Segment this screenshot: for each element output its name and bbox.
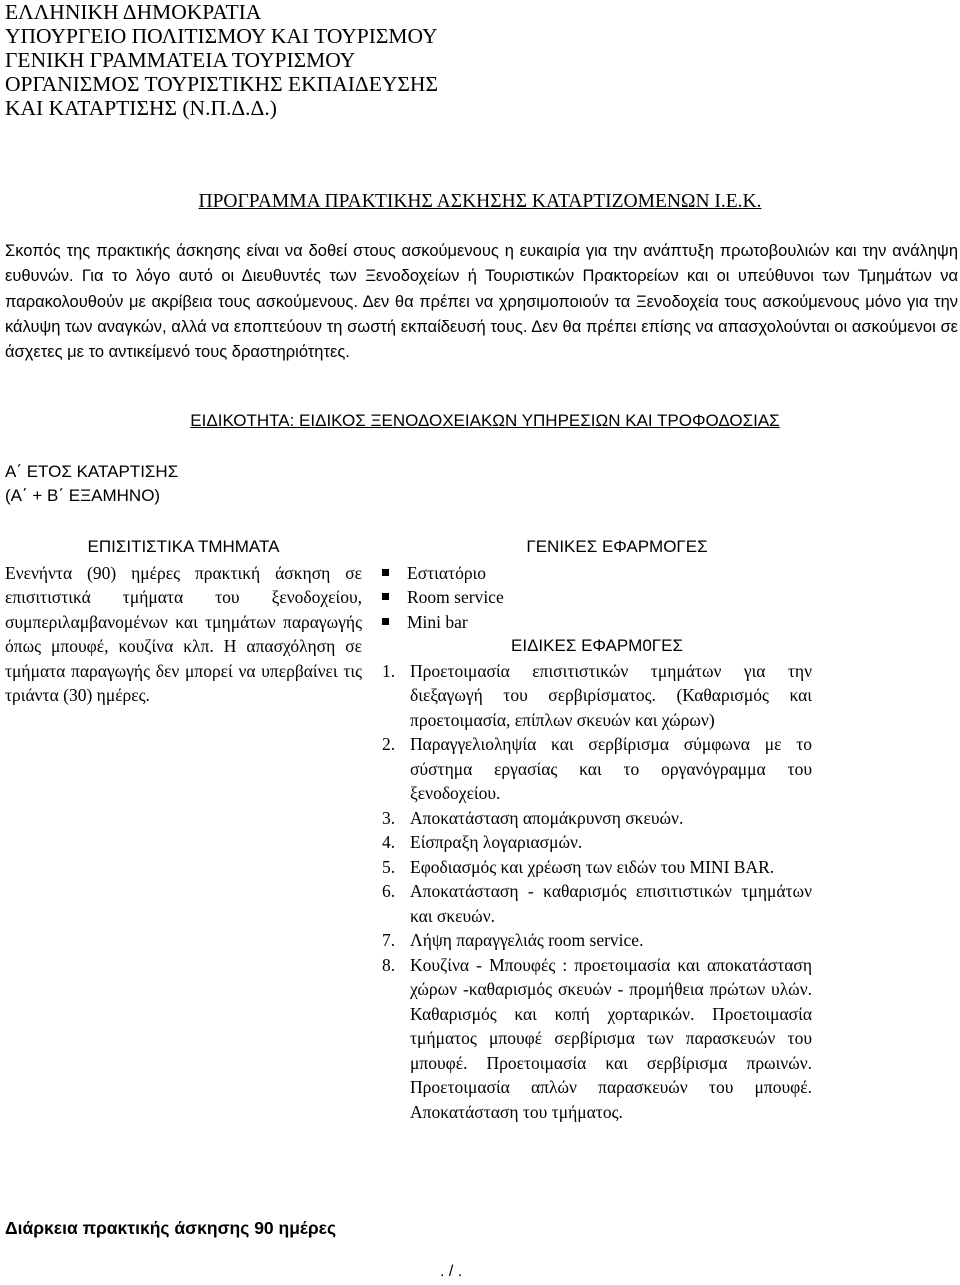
list-item — [382, 830, 812, 855]
item-number: 4. — [382, 832, 396, 852]
training-duration: Διάρκεια πρακτικής άσκησης 90 ημέρες — [5, 1218, 337, 1238]
item-text: Εφοδιασμός και χρέωση των ειδών του MINI BAR. — [410, 856, 775, 877]
item-text: Κουζίνα - Μπουφές : προετοιμασία και αποκατάσταση χώρων -καθαρισμός σκευών - προμήθεια πρώτων υλών. Καθαρισμός και κοπή χορταρικών. Προετοιμασία τμήματος μπουφέ σερβίρισμα των παρασκευών του μπουφέ. Προετοιμασία και σερβίρισμα πρωινών. Προετοιμασία απλών παρασκευών του μπουφέ. Αποκατάσταση του τμήματος. — [410, 954, 812, 1122]
item-number: 6. — [382, 881, 396, 901]
item-number: 7. — [382, 930, 396, 950]
header-line: ΥΠΟΥΡΓΕΙΟ ΠΟΛΙΤΙΣΜΟΥ ΚΑΙ ΤΟΥΡΙΣΜΟΥ — [5, 24, 438, 48]
list-item — [382, 732, 812, 806]
list-item — [382, 806, 812, 831]
column-heading: ΓΕΝΙΚΕΣ ΕΦΑΡΜΟΓΕΣ — [526, 537, 708, 556]
item-number: 8. — [382, 954, 396, 975]
item-text: Είσπραξη λογαριασμών. — [410, 832, 583, 852]
bullet-text: Room service — [407, 587, 504, 607]
training-year — [5, 460, 178, 508]
special-applications-heading: ΕΙΔΙΚΕΣ ΕΦΑΡΜ0ΓΕΣ — [511, 636, 683, 655]
item-text: Προετοιμασία επισιτιστικών τμημάτων για την διεξαγωγή του σερβιρίσματος. (Καθαρισμός και προετοιμασία, επίπλων σκευών και χώρων) — [410, 660, 812, 730]
item-text: Παραγγελιοληψία και σερβίρισμα σύμφωνα με το σύστημα εργασίας και το οργανόγραμμα του ξενοδοχείου. — [410, 734, 812, 803]
program-title: ΠΡΟΓΡΑΜΜΑ ΠΡΑΚΤΙΚΗΣ ΑΣΚΗΣΗΣ ΚΑΤΑΡΤΙΖΟΜΕΝΩΝ Ι.Ε.Κ. — [198, 191, 762, 212]
bullet-text: Mini bar — [407, 611, 468, 632]
header-line: ΓΕΝΙΚΗ ΓΡΑΜΜΑΤΕΙΑ ΤΟΥΡΙΣΜΟΥ — [5, 48, 356, 72]
square-bullet-icon — [382, 593, 389, 600]
item-number: 3. — [382, 807, 396, 828]
header-line: ΟΡΓΑΝΙΣΜΟΣ ΤΟΥΡΙΣΤΙΚΗΣ ΕΚΠΑΙΔΕΥΣΗΣ — [5, 72, 438, 96]
header-line: ΚΑΙ ΚΑΤΑΡΤΙΣΗΣ (Ν.Π.Δ.Δ.) — [5, 96, 277, 120]
bullet-item — [382, 585, 812, 610]
catering-departments-column — [5, 535, 362, 708]
item-text: Αποκατάσταση - καθαρισμός επισιτιστικών τμημάτων και σκευών. — [410, 881, 812, 926]
year-line: Α΄ ΕΤΟΣ ΚΑΤΑΡΤΙΣΗΣ — [5, 462, 179, 481]
square-bullet-icon — [382, 569, 389, 576]
item-number: 1. — [382, 660, 396, 681]
column-text: Ενενήντα (90) ημέρες πρακτική άσκηση σε επισιτιστικά τμήματα του ξενοδοχείου, συμπεριλαμβανομένων και τμημάτων παραγωγής όπως μπουφέ, κουζίνα κλπ. Η απασχόληση σε τμήματα παραγωγής δεν μπορεί να υπερβαίνει τις τριάντα (30) ημέρες. — [5, 562, 362, 705]
list-item — [382, 879, 812, 928]
list-item — [382, 928, 812, 953]
specialty-heading: ΕΙΔΙΚΟΤΗΤΑ: ΕΙΔΙΚΟΣ ΞΕΝΟΔΟΧΕΙΑΚΩΝ ΥΠΗΡΕΣΙΩΝ ΚΑΙ ΤΡΟΦΟΔΟΣΙΑΣ — [190, 411, 780, 430]
intro-paragraph: Σκοπός της πρακτικής άσκησης είναι να δοθεί στους ασκούμενους η ευκαιρία για την ανάπτυξη πρωτοβουλιών και την ανάληψη ευθυνών. Για το λόγο αυτό οι Διευθυντές των Ξενοδοχείων ή Τουριστικών Πρακτορείων και οι υπεύθυνοι των Τμημάτων να παρακολουθούν με ακρίβεια τους ασκούμενους. Δεν θα πρέπει να χρησιμοποιούν τα Ξενοδοχεία τους ασκούμενους μόνο για την κάλυψη των αναγκών, αλλά να εποπτεύουν τη σωστή εκπαίδευσή τους. Δεν θα πρέπει επίσης να απασχολούνται οι ασκούμενοι σε άσχετες με το αντικείμενό τους δραστηριότητες. — [5, 242, 958, 362]
bullet-text: Εστιατόριο — [407, 562, 487, 583]
item-text: Αποκατάσταση απομάκρυνση σκευών. — [410, 807, 684, 828]
header-line: ΕΛΛΗΝΙΚΗ ΔΗΜΟΚΡΑΤΙΑ — [5, 0, 262, 24]
page-continuation-mark: . / . — [440, 1263, 463, 1280]
square-bullet-icon — [382, 618, 389, 625]
semester-line: (Α΄ + Β΄ ΕΞΑΜΗΝΟ) — [5, 486, 161, 505]
ministry-header — [5, 0, 605, 120]
list-item — [382, 659, 812, 733]
list-item — [382, 953, 812, 1125]
item-number: 5. — [382, 856, 396, 877]
item-number: 2. — [382, 734, 396, 754]
bullet-item — [382, 610, 812, 635]
column-heading: ΕΠΙΣΙΤΙΣΤΙΚΑ ΤΜΗΜΑΤΑ — [87, 537, 280, 556]
item-text: Λήψη παραγγελιάς room service. — [410, 930, 644, 950]
applications-column — [382, 535, 812, 1124]
list-item — [382, 855, 812, 880]
bullet-item — [382, 561, 812, 586]
